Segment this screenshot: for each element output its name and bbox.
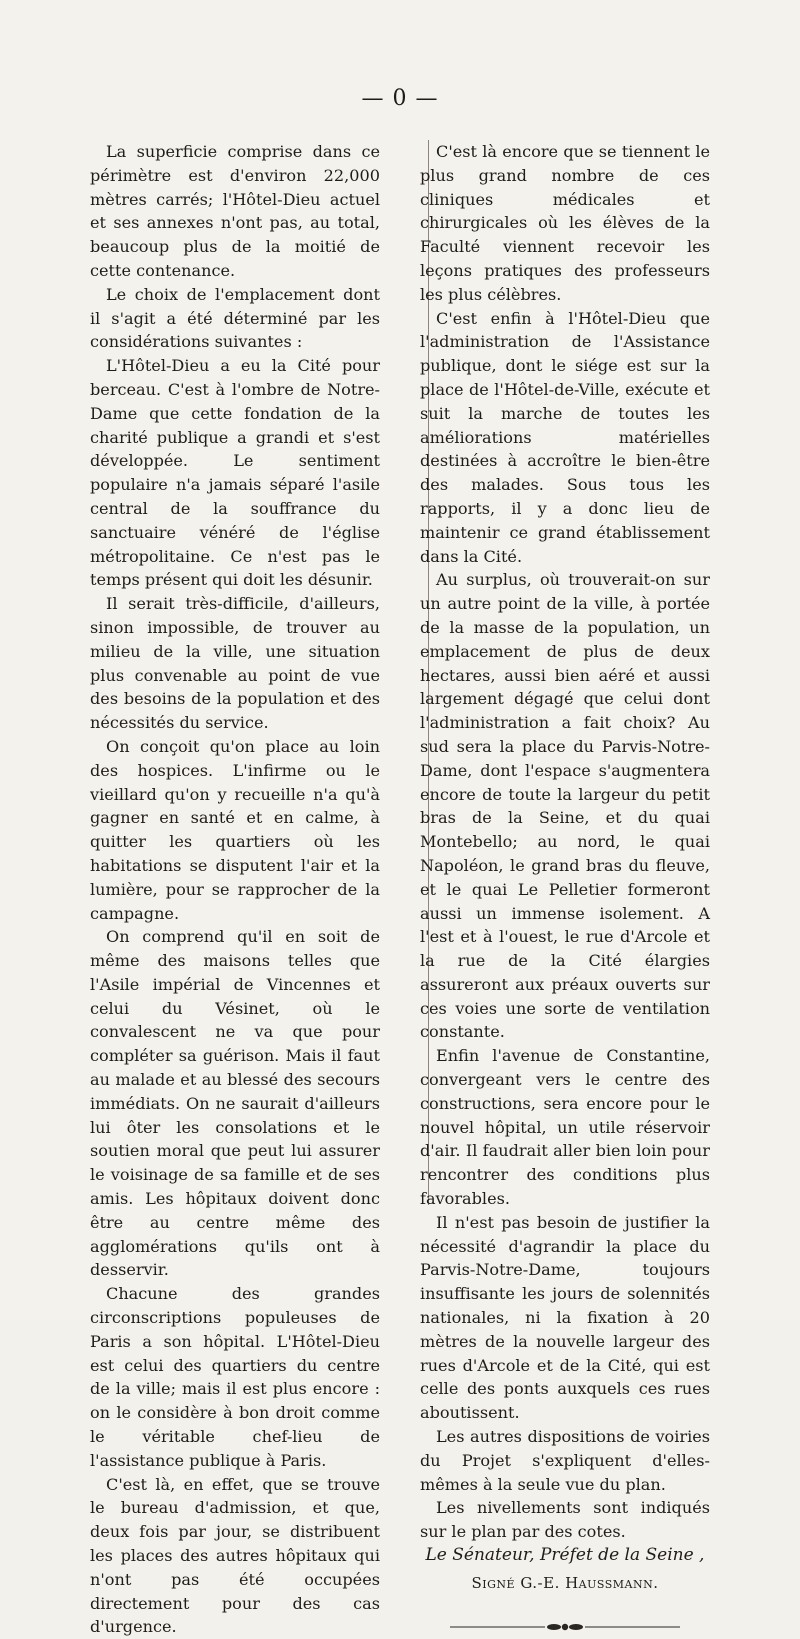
signature-block <box>420 1544 710 1596</box>
text-columns <box>90 140 710 1639</box>
signature-name: Signé G.-E. Haussmann. <box>471 1573 659 1592</box>
ornament-rule-icon <box>450 1622 680 1632</box>
paragraph: Les autres dispositions de voiries du Projet s'expliquent d'elles-mêmes à la seule vue du plan. <box>420 1427 710 1494</box>
paragraph: Les nivellements sont indiqués sur le plan par des cotes. <box>420 1498 710 1542</box>
paragraph: C'est là, en effet, que se trouve le bureau d'admission, et que, deux fois par jour, se distribuent les places des autres hôpitaux qui n'ont pas été occupées directement pour des cas d'urgence. <box>90 1474 380 1637</box>
paragraph: Chacune des grandes circonscriptions populeuses de Paris a son hôpital. L'Hôtel-Dieu est celui des quartiers du centre de la ville; mais il est plus encore : on le considère à bon droit comme le véritable chef-lieu de l'assistance publique à Paris. <box>90 1284 380 1470</box>
paragraph: C'est enfin à l'Hôtel-Dieu que l'administration de l'Assistance publique, dont le siége est sur la place de l'Hôtel-de-Ville, exécute et suit la marche de toutes les améliorations matérielles destinées à accroître le bien-être des malades. Sous tous les rapports, il y a donc lieu de maintenir ce grand établissement dans la Cité. <box>420 308 710 566</box>
paragraph: Le choix de l'emplacement dont il s'agit a été déterminé par les considérations suivantes : <box>90 284 380 352</box>
paragraph: Enfin l'avenue de Constantine, convergeant vers le centre des constructions, sera encore pour le nouvel hôpital, un utile réservoir d'air. Il faudrait aller bien loin pour rencontrer des conditions plus favorables. <box>420 1046 710 1209</box>
signature-title: Le Sénateur, Préfet de la Seine , <box>425 1545 705 1566</box>
paragraph: Il serait très-difficile, d'ailleurs, sinon impossible, de trouver au milieu de la ville, une situation plus convenable au point de vue des besoins de la population et des nécessités du service. <box>90 594 380 733</box>
paragraph: Au surplus, où trouverait-on sur un autre point de la ville, à portée de la masse de la population, un emplacement de plus de deux hectares, aussi bien aéré et aussi largement dégagé que celui dont l'administration a fait choix? Au sud sera la place du Parvis-Notre-Dame, dont l'espace s'augmentera encore de toute la largeur du petit bras de la Seine, et du quai Montebello; au nord, le quai Napoléon, le grand bras du fleuve, et le quai Le Pelletier formeront aussi un immense isolement. A l'est et à l'ouest, le rue d'Arcole et la rue de la Cité élargies assureront aux préaux ouverts sur ces voies une sorte de ventilation constante. <box>420 570 710 1042</box>
paragraph: On comprend qu'il en soit de même des maisons telles que l'Asile impérial de Vincennes et celui du Vésinet, où le convalescent ne va que pour compléter sa guérison. Mais il faut au malade et au blessé des secours immédiats. On ne saurait d'ailleurs lui ôter les consolations et le soutien moral que peut lui assurer le voisinage de sa famille et de ses amis. Les hôpitaux doivent donc être au centre même des agglomérations qu'ils ont à desservir. <box>90 927 380 1280</box>
right-column <box>420 140 710 1639</box>
page-number: — 0 — <box>361 86 439 111</box>
paragraph: Il n'est pas besoin de justifier la nécessité d'agrandir la place du Parvis-Notre-Dame, toujours insuffisante les jours de solennités nationales, ni la fixation à 20 mètres de la nouvelle largeur des rues d'Arcole et de la Cité, qui est celle des ponts auxquels ces rues aboutissent. <box>420 1212 710 1423</box>
paragraph: On conçoit qu'on place au loin des hospices. L'infirme ou le vieillard qu'on y recueille n'a qu'à gagner en santé et en calme, à quitter les quartiers où les habitations se disputent l'air et la lumière, pour se rapprocher de la campagne. <box>90 736 380 923</box>
paragraph: La superficie comprise dans ce périmètre est d'environ 22,000 mètres carrés; l'Hôtel-Dieu actuel et ses annexes n'ont pas, au total, beaucoup plus de la moitié de cette contenance. <box>90 142 380 280</box>
ornament-rule <box>450 1622 680 1632</box>
paragraph: L'Hôtel-Dieu a eu la Cité pour berceau. C'est à l'ombre de Notre-Dame que cette fondation de la charité publique a grandi et s'est développée. Le sentiment populaire n'a jamais séparé l'asile central de la souffrance du sanctuaire vénéré de l'église métropolitaine. Ce n'est pas le temps présent qui doit les désunir. <box>90 356 380 590</box>
paragraph: C'est là encore que se tiennent le plus grand nombre de ces cliniques médicales et chirurgicales où les élèves de la Faculté viennent recevoir les leçons pratiques des professeurs les plus célèbres. <box>420 142 710 304</box>
left-column <box>90 140 380 1639</box>
